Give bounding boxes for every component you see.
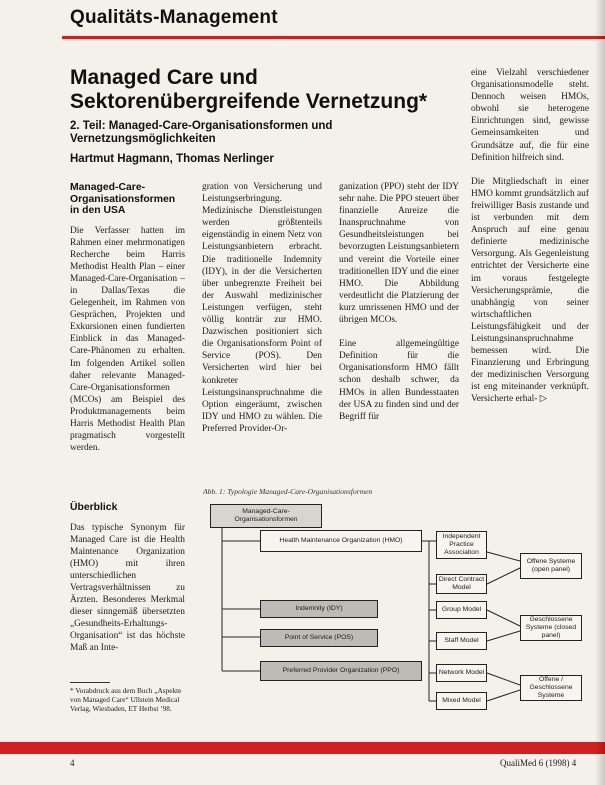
paragraph-overview: Das typische Synonym für Managed Care ist die Health Maintenance Organization (HMO) mit ihren unterschiedlichen Vertragsverhältnissen zu Ärzten. Besonderes Merkmal dieser sinngemäß übersetzten „Gesundheits-Erhaltungs-Organisation“ ist das höchste Maß an Inte- [70,522,185,654]
article-title: Managed Care und Sektorenübergreifende Vernetzung* [70,66,428,113]
node-ipa: Independent Practice Association [436,531,487,559]
node-group-model: Group Model [436,601,487,619]
section-kicker: Qualitäts-Management [70,7,278,28]
section-heading-mco: Managed-Care-Organisationsformen in den USA [70,182,176,216]
node-closed-systems: Geschlossene Systeme (closed panel) [520,615,582,641]
footer-red-band [0,742,605,754]
node-network-model: Network Model [436,664,487,682]
node-mixed-model: Mixed Model [436,692,487,710]
column-3 [339,181,459,423]
node-mco-root: Managed-Care-Organisationsformen [210,504,322,528]
journal-citation: QualiMed 6 (1998) 4 [500,758,577,768]
header-red-rule [62,36,605,39]
mco-typology-diagram [200,498,595,728]
column-2 [202,181,322,435]
node-idy: Indemnity (IDY) [260,600,378,618]
paragraph-definition: Eine allgemeingültige Definition für die Organisationsform HMO fällt schon deshalb schwer, da HMOs in allen Bundesstaaten der USA zu finden sind und der Begriff für [339,339,459,422]
page-number: 4 [70,758,75,768]
node-direct-contract: Direct Contract Model [436,574,487,594]
footnote-rule [70,682,110,683]
paragraph-integration: gration von Versicherung und Leistungserbringung. Medizinische Dienstleistungen werden größtenteils eigenständig in einem Netz von Leistungsanbietern erbracht. Die traditionelle Indemnity (IDY), in der die Versicherten über unbegrenzte Freiheit bei der Auswahl medizinischer Leistungen verfügen, steht völlig konträr zur HMO. Dazwischen positioniert sich die Organisationsform Point of Service (POS). Den Versicherten wird hier bei konkreter Leistungsinanspruchnahme die Option eingeräumt, zwischen IDY und HMO zu wählen. Die Preferred Provider-Or- [202,182,322,434]
page-edge-shadow [595,0,605,785]
node-ppo: Preferred Provider Organization (PPO) [260,661,422,681]
figure-caption: Abb. 1: Typologie Managed-Care-Organisationsformen [203,487,373,496]
paragraph-hmo-models: eine Vielzahl verschiedener Organisationsmodelle steht. Dennoch weisen HMOs, obwohl sie heterogene Einrichtungen sind, gewisse Gemeinsamkeiten und Grundsätze auf, die für eine Definition hilfreich sind. [471,68,589,163]
column-1-lower [70,502,185,655]
node-open-closed-systems: Offene / Geschlossene Systeme [520,675,582,701]
paragraph-intro: Die Verfasser hatten im Rahmen einer mehrmonatigen Recherche beim Harris Methodist Health Plan – einer Managed-Care-Organisation – in Dallas/Texas die Gelegenheit, im Rahmen von Gesprächen, Projekten und Exkursionen einen fundierten Einblick in das Managed-Care-Phänomen zu erhalten. Im folgenden Artikel sollen daher relevante Managed-Care-Organisationsformen (MCOs) am Beispiel des Produktmanagements beim Harris Methodist Health Plan pragmatisch vorgestellt werden. [70,225,185,454]
article-subtitle: 2. Teil: Managed-Care-Organisationsformen und Vernetzungsmöglichkeiten [70,120,333,145]
node-pos: Point of Service (POS) [260,629,378,647]
node-open-systems: Offene Systeme (open panel) [520,553,582,579]
node-staff-model: Staff Model [436,632,487,650]
node-hmo: Health Maintenance Organization (HMO) [260,530,422,552]
column-1 [70,182,185,454]
footnote: * Vorabdruck aus dem Buch „Aspekte von Managed Care“ Ullstein Medical Verlag, Wiesbaden, ET Herbst ’98. [70,686,182,714]
column-4 [471,67,589,406]
section-heading-overview: Überblick [70,502,118,513]
paragraph-membership: Die Mitgliedschaft in einer HMO kommt grundsätzlich auf freiwilliger Basis zustande und ist verbunden mit dem Anspruch auf eine genau definierte medizinische Versorgung. Als Gegenleistung entrichtet der Versicherte eine im voraus festgelegte Versicherungsprämie, die unabhängig von seiner wirtschaftlichen Leistungsfähigkeit und der Leistungsinanspruchnahme bemessen wird. Die Finanzierung und Erbringung der medizinischen Versorgung ist eng miteinander verknüpft. Versicherte erhal- ▷ [471,176,589,405]
paragraph-ppo: ganization (PPO) steht der IDY sehr nahe. Die PPO steuert über finanzielle Anreize die Inanspruchnahme von Gesundheitsleistungen bei bevorzugten Leistungsanbietern und vereint die Vorteile einer traditionellen IDY und die einer HMO. Die Abbildung verdeutlicht die Platzierung der kurz umrissenen HMO und der übrigen MCOs. [339,182,460,326]
article-authors: Hartmut Hagmann, Thomas Nerlinger [70,153,274,165]
